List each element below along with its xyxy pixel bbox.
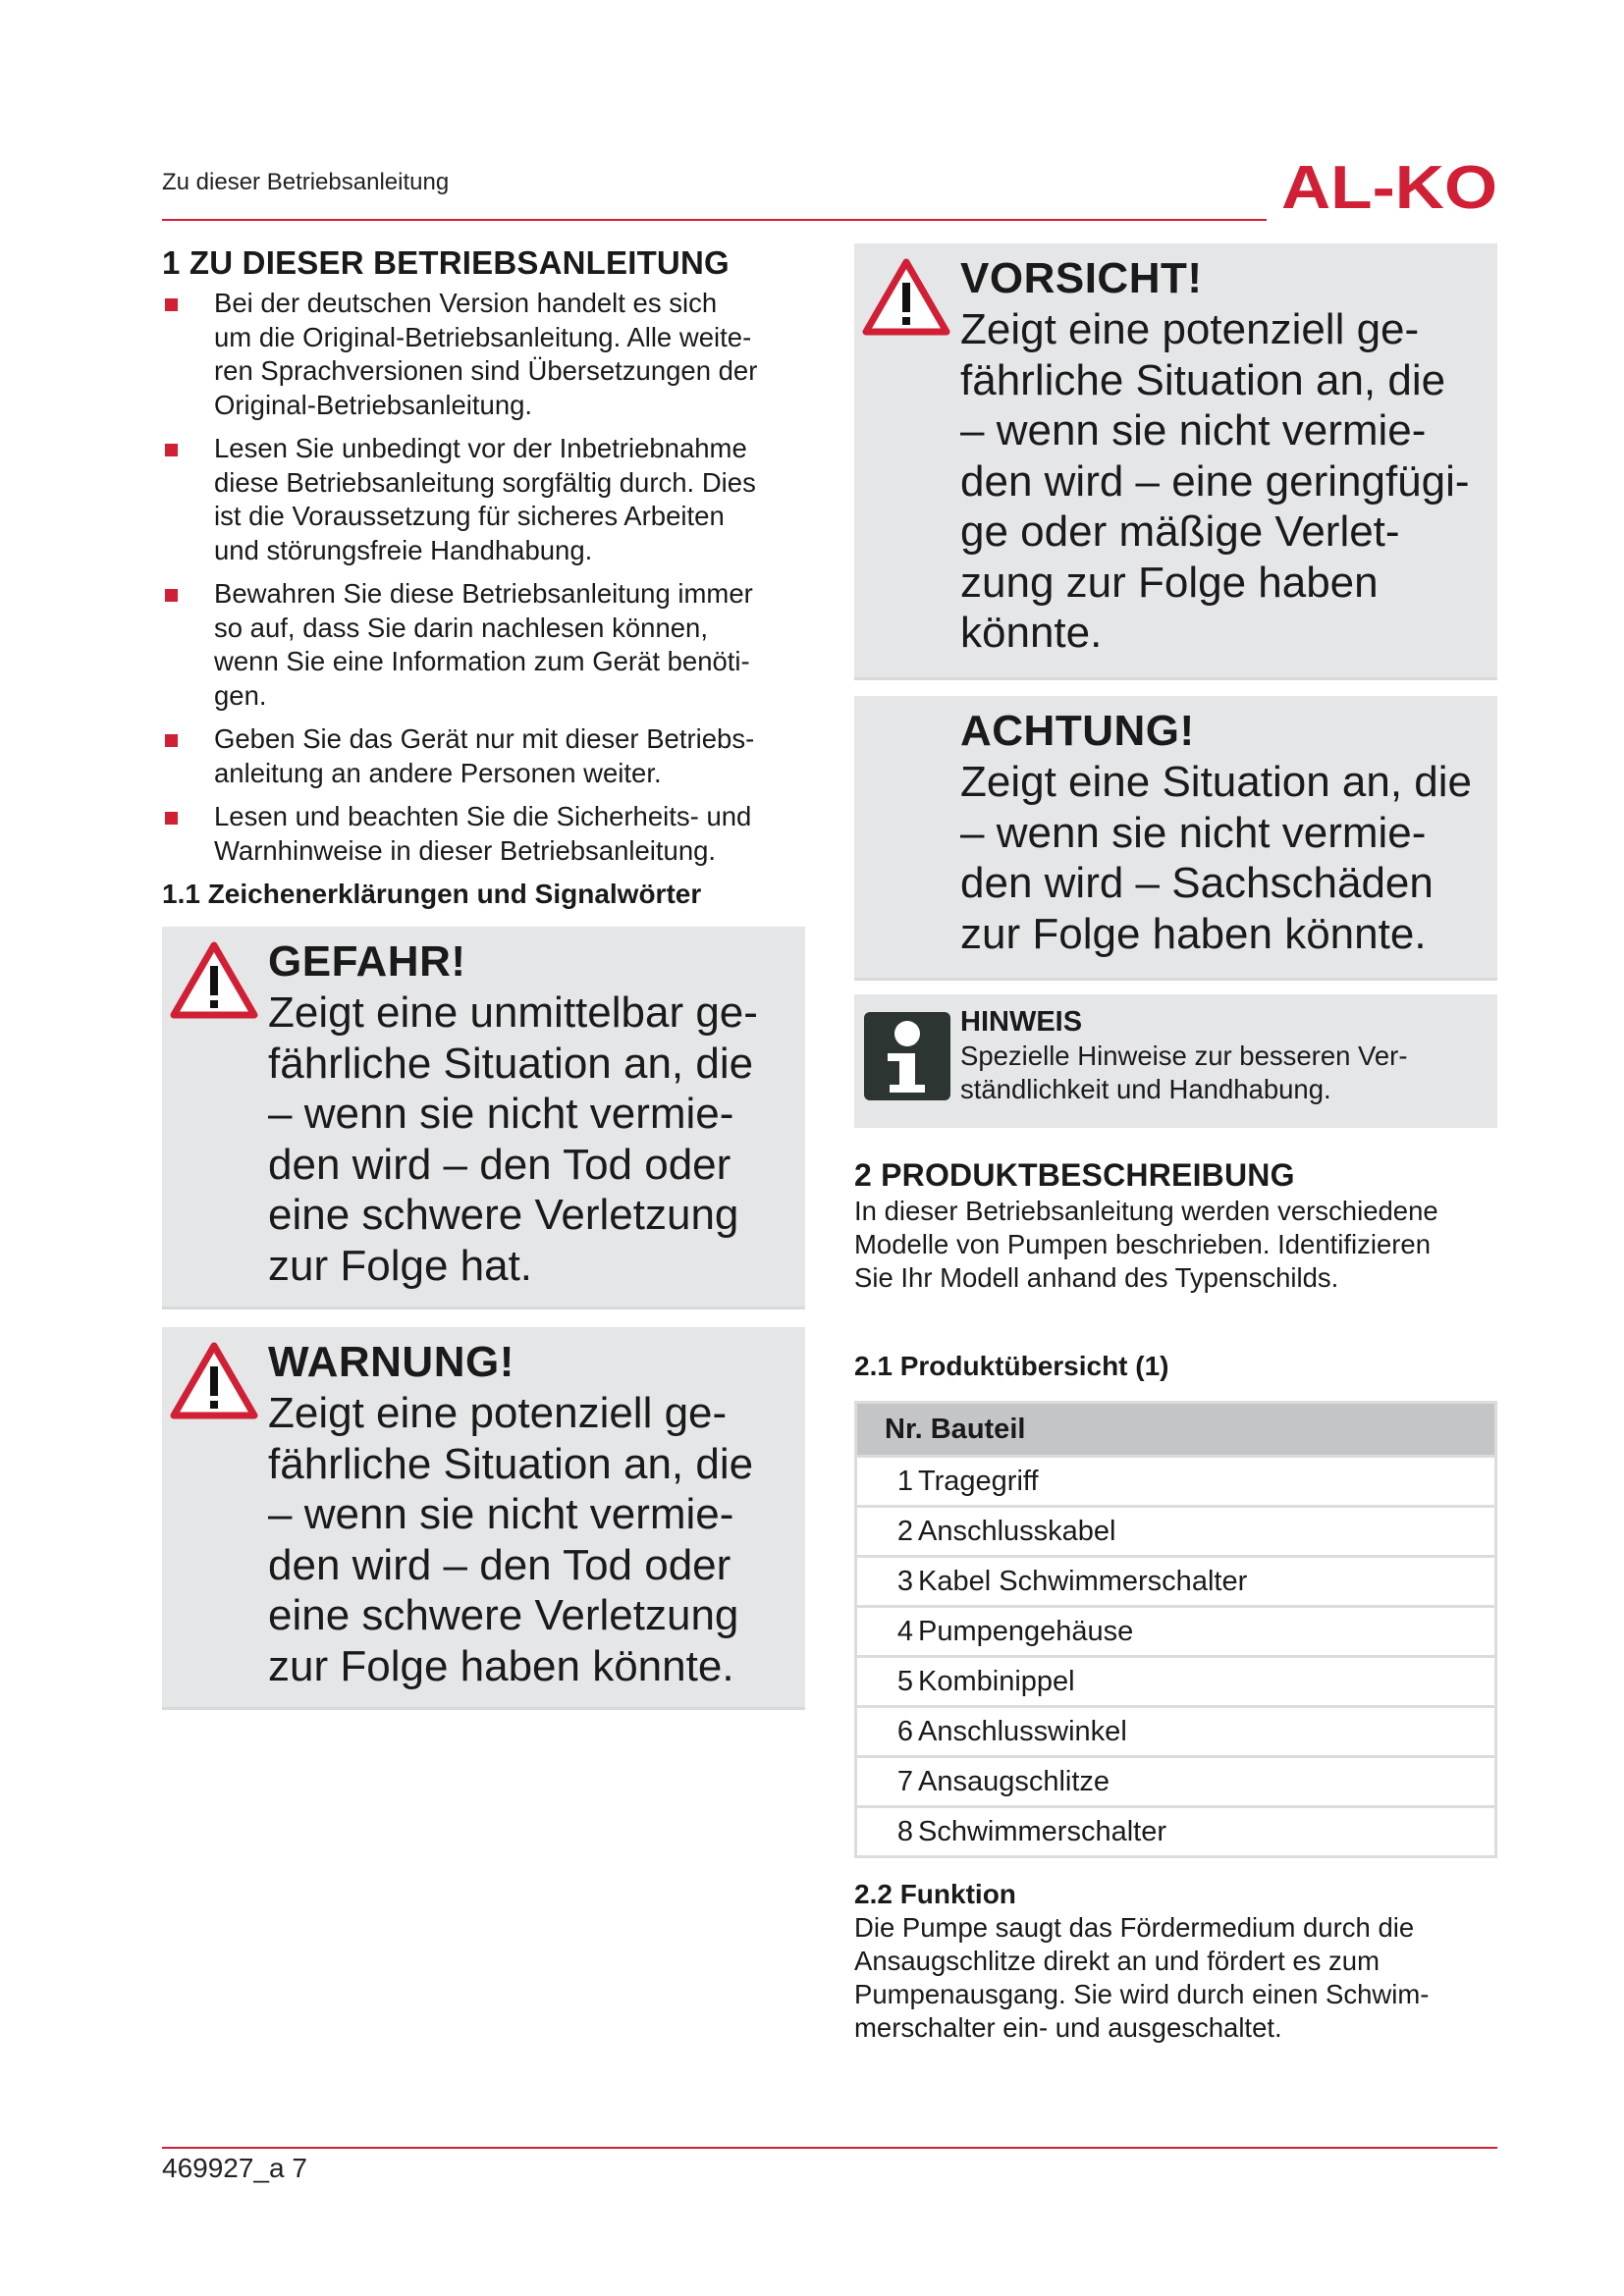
bullet-item: Lesen Sie unbedingt vor der Inbetriebnahme diese Betriebsanleitung sorgfältig durch. Dies ist die Voraussetzung für sicheres Arbeiten und störungsfreie Handhabung.	[162, 432, 805, 567]
signal-word-gefahr: GEFAHR!	[268, 937, 466, 986]
bullet-square-icon	[165, 734, 178, 747]
bullet-item: Geben Sie das Gerät nur mit dieser Betriebs- anleitung an andere Personen weiter.	[162, 722, 805, 790]
signal-text-warnung: Zeigt eine potenziell ge- fährliche Situation an, die – wenn sie nicht vermie- den wird – den Tod oder eine schwere Verletzung zur Folge haben könnte.	[268, 1389, 754, 1690]
bullet-square-icon	[165, 444, 178, 456]
signal-box-vorsicht	[854, 243, 1497, 680]
table-header-row	[856, 1403, 1496, 1457]
section-2-1-heading: 2.1 Produktübersicht (1)	[854, 1351, 1169, 1381]
signal-box-gefahr	[162, 927, 805, 1309]
bullet-item: Bewahren Sie diese Betriebsanleitung immer so auf, dass Sie darin nachlesen können, wenn Sie eine Information zum Gerät benöti- gen.	[162, 577, 805, 713]
table-row: 5 Kombinippel	[856, 1657, 1496, 1707]
parts-table	[854, 1401, 1497, 1858]
svg-text:AL-KO: AL-KO	[1281, 157, 1497, 214]
signal-word-hinweis: HINWEIS	[960, 1006, 1083, 1038]
footer-divider	[162, 2147, 1497, 2149]
signal-box-achtung	[854, 696, 1497, 981]
section-1-1-heading: 1.1 Zeichenerklärungen und Signalwörter	[162, 879, 702, 909]
table-header: Nr. Bauteil	[856, 1403, 1496, 1457]
signal-word-achtung: ACHTUNG!	[960, 707, 1195, 755]
section-2-heading: 2 PRODUKTBESCHREIBUNG	[854, 1157, 1295, 1193]
signal-word-vorsicht: VORSICHT!	[960, 254, 1203, 302]
bullet-item: Bei der deutschen Version handelt es sich um die Original-Betriebsanleitung. Alle weite- ren Sprachversionen sind Übersetzungen der Original-Betriebsanleitung.	[162, 287, 805, 422]
signal-text-hinweis: Spezielle Hinweise zur besseren Ver- ständlichkeit und Handhabung.	[960, 1041, 1408, 1104]
table-row: 1 Tragegriff	[856, 1457, 1496, 1507]
warning-triangle-icon	[862, 257, 950, 336]
bullet-square-icon	[165, 589, 178, 602]
warning-triangle-icon	[170, 940, 258, 1019]
section-2-2-heading: 2.2 Funktion	[854, 1879, 1016, 1909]
intro-bullet-list	[162, 287, 805, 868]
table-row: 8 Schwimmerschalter	[856, 1807, 1496, 1857]
bullet-square-icon	[165, 812, 178, 825]
section-2-text: In dieser Betriebsanleitung werden verschiedene Modelle von Pumpen beschrieben. Identifizieren Sie Ihr Modell anhand des Typenschilds.	[854, 1196, 1438, 1293]
al-ko-logo	[1281, 157, 1497, 214]
bullet-square-icon	[165, 298, 178, 311]
signal-box-warnung	[162, 1327, 805, 1710]
header-divider	[162, 219, 1267, 221]
signal-text-vorsicht: Zeigt eine potenziell ge- fährliche Situation an, die – wenn sie nicht vermie- den wird – eine geringfügi- ge oder mäßige Verlet- zung zur Folge haben könnte.	[960, 305, 1470, 657]
signal-text-achtung: Zeigt eine Situation an, die – wenn sie nicht vermie- den wird – Sachschäden zur Folge haben könnte.	[960, 758, 1473, 958]
left-column	[162, 243, 805, 1710]
info-icon	[864, 1012, 950, 1100]
table-row: 2 Anschlusskabel	[856, 1507, 1496, 1557]
warning-triangle-icon	[170, 1341, 258, 1419]
footer-page-info: 469927_a 7	[162, 2153, 307, 2183]
bullet-item: Lesen und beachten Sie die Sicherheits- und Warnhinweise in dieser Betriebsanleitung.	[162, 800, 805, 868]
header-title: Zu dieser Betriebsanleitung	[162, 169, 450, 195]
right-column	[854, 243, 1497, 2045]
section-1-heading: 1 ZU DIESER BETRIEBSANLEITUNG	[162, 244, 730, 281]
signal-text-gefahr: Zeigt eine unmittelbar ge- fährliche Situation an, die – wenn sie nicht vermie- den wird – den Tod oder eine schwere Verletzung zur Folge hat.	[268, 988, 758, 1290]
signal-word-warnung: WARNUNG!	[268, 1338, 514, 1386]
table-row: 6 Anschlusswinkel	[856, 1707, 1496, 1757]
table-row: 3 Kabel Schwimmerschalter	[856, 1557, 1496, 1607]
table-row: 4 Pumpengehäuse	[856, 1607, 1496, 1657]
section-2-2-text: Die Pumpe saugt das Fördermedium durch die Ansaugschlitze direkt an und fördert es zum Pumpenausgang. Sie wird durch einen Schwim- merschalter ein- und ausgeschaltet.	[854, 1912, 1430, 2043]
signal-box-hinweis	[854, 994, 1497, 1128]
table-row: 7 Ansaugschlitze	[856, 1757, 1496, 1807]
